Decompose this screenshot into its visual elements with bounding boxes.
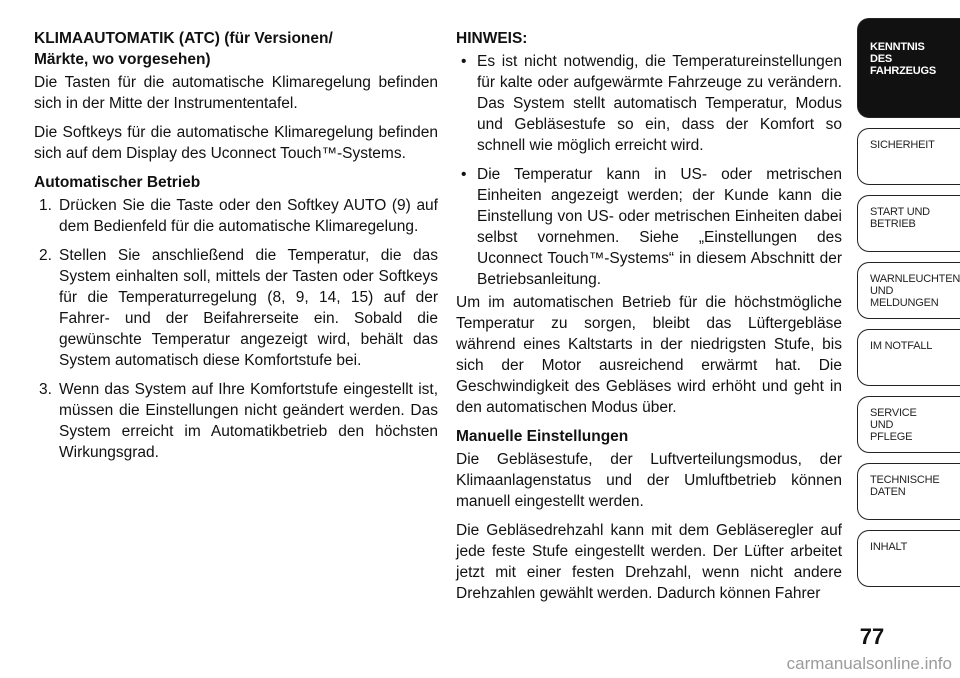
step-number: 3. — [39, 381, 52, 398]
tab-service-und-pflege[interactable]: SERVICE UND PFLEGE — [857, 396, 960, 453]
left-column — [34, 28, 438, 471]
bullet-text: Es ist nicht notwendig, die Temperatureinstellungen für kalte oder aufgewärmte Fahrzeuge zu verändern. Das System stellt automatisch Temperatur, Modus und Gebläsestufe so ein, dass der Komfort so schnell wie möglich erreicht wird. — [477, 53, 842, 154]
tab-warnleuchten[interactable]: WARNLEUCHTEN UND MELDUNGEN — [857, 262, 960, 319]
tab-sicherheit[interactable]: SICHERHEIT — [857, 128, 960, 185]
tab-kenntnis-des-fahrzeugs[interactable]: KENNTNIS DES FAHRZEUGS — [857, 18, 960, 118]
subheading-auto: Automatischer Betrieb — [34, 174, 201, 191]
list-item — [456, 51, 842, 156]
list-item — [456, 164, 842, 290]
step-text: Drücken Sie die Taste oder den Softkey AUTO (9) auf dem Bedienfeld für die automatische Klimaregelung. — [59, 197, 438, 235]
list-item — [34, 195, 438, 237]
bullet-text: Die Temperatur kann in US- oder metrischen Einheiten angezeigt werden; der Kunde kann die Einstellung von US- oder metrischen Einheiten dabei selbst vornehmen. Siehe „Einstellungen des Uconnect Touch™-Systems“ in diesem Abschnitt der Betriebsanleitung. — [477, 166, 842, 288]
right-column — [456, 28, 842, 612]
note-heading: HINWEIS: — [456, 30, 528, 47]
softkeys-paragraph: Die Softkeys für die automatische Klimaregelung befinden sich auf dem Display des Uconnect Touch™-Systems. — [34, 124, 438, 162]
step-text: Wenn das System auf Ihre Komfortstufe eingestellt ist, müssen die Einstellungen nicht geändert werden. Das System erreicht im Automatikbetrieb den höchsten Wirkungsgrad. — [59, 381, 438, 461]
section-heading-line2: Märkte, wo vorgesehen) — [34, 51, 211, 68]
blower-paragraph: Die Gebläsedrehzahl kann mit dem Gebläseregler auf jede feste Stufe eingestellt werden. Der Lüfter arbeitet jetzt mit einer festen Drehzahl, wenn nicht andere Drehzahlen gewählt werden. Dadurch können Fahrer — [456, 522, 842, 602]
page-number: 77 — [859, 624, 885, 649]
bullet-marker: • — [461, 166, 467, 183]
section-heading — [34, 28, 438, 70]
tab-im-notfall[interactable]: IM NOTFALL — [857, 329, 960, 386]
step-number: 2. — [39, 247, 52, 264]
step-text: Stellen Sie anschließend die Temperatur, die das System einhalten soll, mittels der Tasten oder Softkeys für die Temperaturregelung (8, 9, 14, 15) auf der Fahrer- und der Beifahrerseite ein. Sobald die gewünschte Temperatur angezeigt wird, behält das System automatisch diese Komfortstufe bei. — [59, 247, 438, 369]
steps-list — [34, 195, 438, 463]
tab-start-und-betrieb[interactable]: START UND BETRIEB — [857, 195, 960, 252]
auto-mode-paragraph: Um im automatischen Betrieb für die höchstmögliche Temperatur zu sorgen, bleibt das Lüftergebläse während eines Kaltstarts in der niedrigsten Stufe, bis sich der Motor ausreichend erwärmt hat. Die Geschwindigkeit des Gebläses wird erhöht und geht in den automatischen Modus über. — [456, 294, 842, 416]
manual-paragraph: Die Gebläsestufe, der Luftverteilungsmodus, der Klimaanlagenstatus und der Umluftbetrieb können manuell eingestellt werden. — [456, 451, 842, 510]
subheading-manual: Manuelle Einstellungen — [456, 428, 629, 445]
note-list — [456, 51, 842, 290]
list-item — [34, 245, 438, 371]
watermark: carmanualsonline.info — [786, 654, 952, 673]
tab-technische-daten[interactable]: TECHNISCHE DATEN — [857, 463, 960, 520]
tab-inhalt[interactable]: INHALT — [857, 530, 960, 587]
intro-paragraph: Die Tasten für die automatische Klimaregelung befinden sich in der Mitte der Instrumententafel. — [34, 74, 438, 112]
step-number: 1. — [39, 197, 52, 214]
bullet-marker: • — [461, 53, 467, 70]
section-heading-line1: KLIMAAUTOMATIK (ATC) (für Versionen/ — [34, 30, 333, 47]
chapter-tabs — [857, 18, 960, 597]
list-item — [34, 379, 438, 463]
